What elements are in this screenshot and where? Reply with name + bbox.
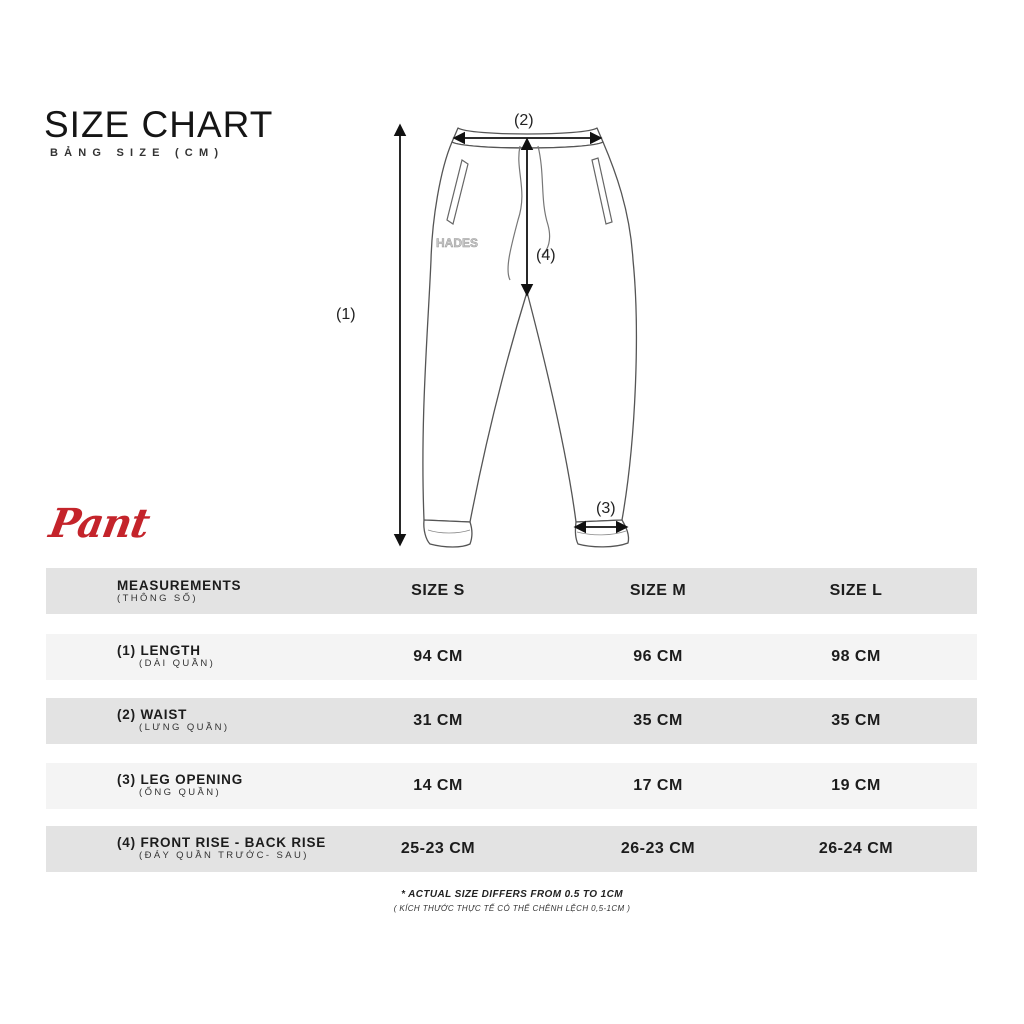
hades-logo: HADES — [436, 236, 479, 250]
table-row — [46, 698, 977, 744]
pants-outline — [423, 128, 636, 547]
cell-leg-s: 14 CM — [413, 777, 463, 794]
col-size-m: SIZE M — [629, 582, 687, 599]
product-type-label: Pant — [45, 500, 153, 547]
footnote-vi: ( KÍCH THƯỚC THỰC TẾ CÓ THỂ CHÊNH LỆCH 0,5-1CM ) — [393, 904, 631, 913]
cell-waist-l: 35 CM — [831, 712, 881, 729]
table-row — [46, 763, 977, 809]
label-length: (1) — [336, 306, 356, 323]
page-title: SIZE CHART — [44, 104, 274, 145]
label-leg-opening: (3) — [596, 500, 616, 517]
table-row — [46, 826, 977, 872]
label-waist: (2) — [514, 112, 534, 129]
cell-rise-l: 26-24 CM — [818, 840, 894, 857]
row-label-leg-opening: (3) LEG OPENING (ỐNG QUẦN) — [117, 772, 244, 798]
col-size-s: SIZE S — [411, 582, 465, 599]
page-subtitle: BẢNG SIZE (CM) — [50, 147, 225, 159]
cell-length-s: 94 CM — [413, 648, 463, 665]
cell-length-l: 98 CM — [831, 648, 881, 665]
row-label-waist: (2) WAIST (LƯNG QUẦN) — [117, 707, 230, 733]
header-label: MEASUREMENTS (THÔNG SỐ) — [117, 578, 242, 604]
cell-length-m: 96 CM — [633, 648, 683, 665]
row-label-length: (1) LENGTH (DÀI QUẦN) — [117, 643, 216, 669]
cell-leg-m: 17 CM — [633, 777, 683, 794]
label-rise: (4) — [536, 247, 556, 264]
footnote-en: * ACTUAL SIZE DIFFERS FROM 0.5 TO 1CM — [401, 889, 623, 900]
cell-waist-s: 31 CM — [413, 712, 463, 729]
table-row — [46, 634, 977, 680]
col-size-l: SIZE L — [829, 582, 883, 599]
cell-leg-l: 19 CM — [831, 777, 881, 794]
row-label-rise: (4) FRONT RISE - BACK RISE (ĐÁY QUẦN TRƯỚC- SAU) — [117, 835, 327, 861]
cell-rise-s: 25-23 CM — [400, 840, 476, 857]
table-header-row — [46, 568, 977, 614]
cell-waist-m: 35 CM — [633, 712, 683, 729]
cell-rise-m: 26-23 CM — [620, 840, 696, 857]
